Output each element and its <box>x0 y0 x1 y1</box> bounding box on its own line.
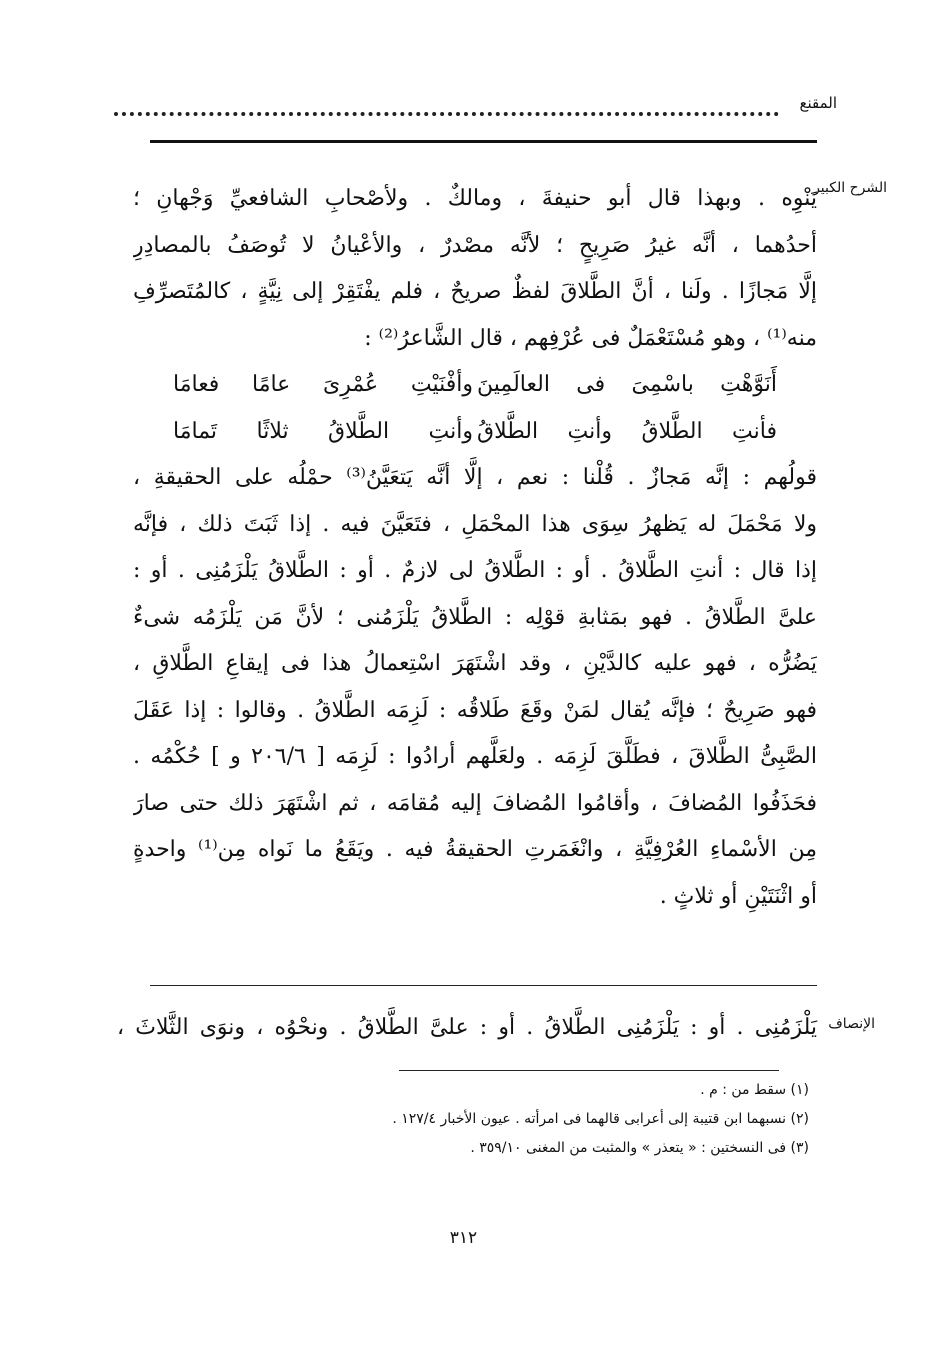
verse-hemistich-first: أَنَوَّهْتِ باسْمِىَ فى العالَمِينَ <box>477 372 777 397</box>
main-text-block <box>133 176 817 920</box>
text-line: مِن الأسْماءِ العُرْفِيَّةِ ، وانْغَمَرتِ الحقيقةُ فيه . ويَقَعُ ما نَواه مِن⁽¹⁾ واحدةٍ <box>133 837 817 862</box>
text-line: يَضُرُّه ، فهو عليه كالدَّيْنِ ، وقد اشْتَهَرَ اسْتِعمالُ هذا فى إيقاعِ الطَّلاقِ ، <box>133 651 817 676</box>
text-line: منه⁽¹⁾ ، وهو مُسْتَعْمَلٌ فى عُرْفِهم ، قال الشَّاعرُ⁽²⁾ : <box>364 325 817 351</box>
header-rule <box>150 140 817 143</box>
text-line: أحدُهما ، أنَّه غيرُ صَرِيحٍ ؛ لأنَّه مصْدرٌ ، والأعْيانُ لا تُوصَفُ بالمصادِرِ <box>133 232 817 258</box>
text-line: أو اثْنَتَيْنِ أو ثلاثٍ . <box>659 883 817 909</box>
footnotes <box>249 1076 809 1163</box>
footnote: (٢) نسبهما ابن قتيبة إلى أعرابى قالهما فى امرأته . عيون الأخبار ١٢٧/٤ . <box>392 1111 809 1127</box>
dot-leader <box>114 112 779 116</box>
insaf-text: يَلْزَمُنِى . أو : يَلْزَمُنِى الطَّلاقُ . أو : علىَّ الطَّلاقُ . ونحْوُه ، ونوَى الثَّلاثَ ، <box>117 1015 817 1040</box>
footnote: (٣) فى النسختين : « يتعذر » والمثبت من المغنى ٣٥٩/١٠ . <box>470 1140 809 1156</box>
text-line: إذا قال : أنتِ الطَّلاقُ . أو : الطَّلاقُ لى لازمٌ . أو : الطَّلاقُ يَلْزَمُنِى . أو : <box>133 558 817 583</box>
text-line: علىَّ الطَّلاقُ . فهو بمَثابةِ قوْلِه : الطَّلاقُ يَلْزَمُنى ؛ لأنَّ مَن يَلْزَمُه شىءٌ <box>133 604 817 630</box>
footnote: (١) سقط من : م . <box>700 1082 809 1098</box>
verse-line <box>133 362 817 409</box>
verse-hemistich-second: وأفْنَيْتِ عُمْرِىَ عامًا فعامَا <box>173 372 473 397</box>
text-line: إلَّا مَجازًا . ولَنا ، أنَّ الطَّلاقَ لفظٌ صريحٌ ، فلم يفْتَقِرْ إلى نِيَّةٍ ، كالمُتَصرِّفِ <box>133 279 817 304</box>
text-line: قولُهم : إنَّه مَجازٌ . قُلْنا : نعم ، إلَّا أنَّه يَتعَيَّنُ⁽³⁾ حمْلُه على الحقيقةِ ، <box>133 465 817 490</box>
verse-hemistich-second: وأنتِ الطَّلاقُ ثلاثًا تَمامَا <box>173 418 473 444</box>
side-label-sharh: الشرح الكبير <box>813 180 887 196</box>
text-line: فهو صَرِيحٌ ؛ فإنَّه يُقال لمَنْ وقَعَ طَلاقُه : لَزِمَه الطَّلاقُ . وقالوا : إذا عَقَلَ <box>133 697 817 723</box>
running-head: المقنع <box>799 94 837 112</box>
side-label-insaf: الإنصاف <box>828 1016 875 1032</box>
text-line: فحَذَفُوا المُضافَ ، وأقامُوا المُضافَ إليه مُقامَه ، ثم اشْتَهَرَ ذلك حتى صارَ <box>133 790 817 816</box>
verse-hemistich-first: فأنتِ الطَّلاقُ وأنتِ الطَّلاقُ <box>477 418 777 444</box>
section-rule <box>150 985 817 986</box>
text-line: الصَّبِىُّ الطَّلاقَ ، فطَلَّقَ لَزِمَه . ولعَلَّهم أرادُوا : لَزِمَه [ ٢٠٦/٦ و ] حُكْمُه . <box>133 744 817 769</box>
text-line: يَنْوِه . وبهذا قال أبو حنيفةَ ، ومالكٌ . ولأصْحابِ الشافعيِّ وَجْهانِ ؛ <box>133 186 817 211</box>
text-line: ولا مَحْمَلَ له يَظهرُ سِوَى هذا المحْمَلِ ، فتَعَيَّنَ فيه . إذا ثَبَتَ ذلك ، فإنَّه <box>133 511 817 537</box>
page-number: ٣١٢ <box>449 1228 478 1248</box>
footnote-rule <box>399 1070 779 1071</box>
verse-line <box>133 409 817 456</box>
